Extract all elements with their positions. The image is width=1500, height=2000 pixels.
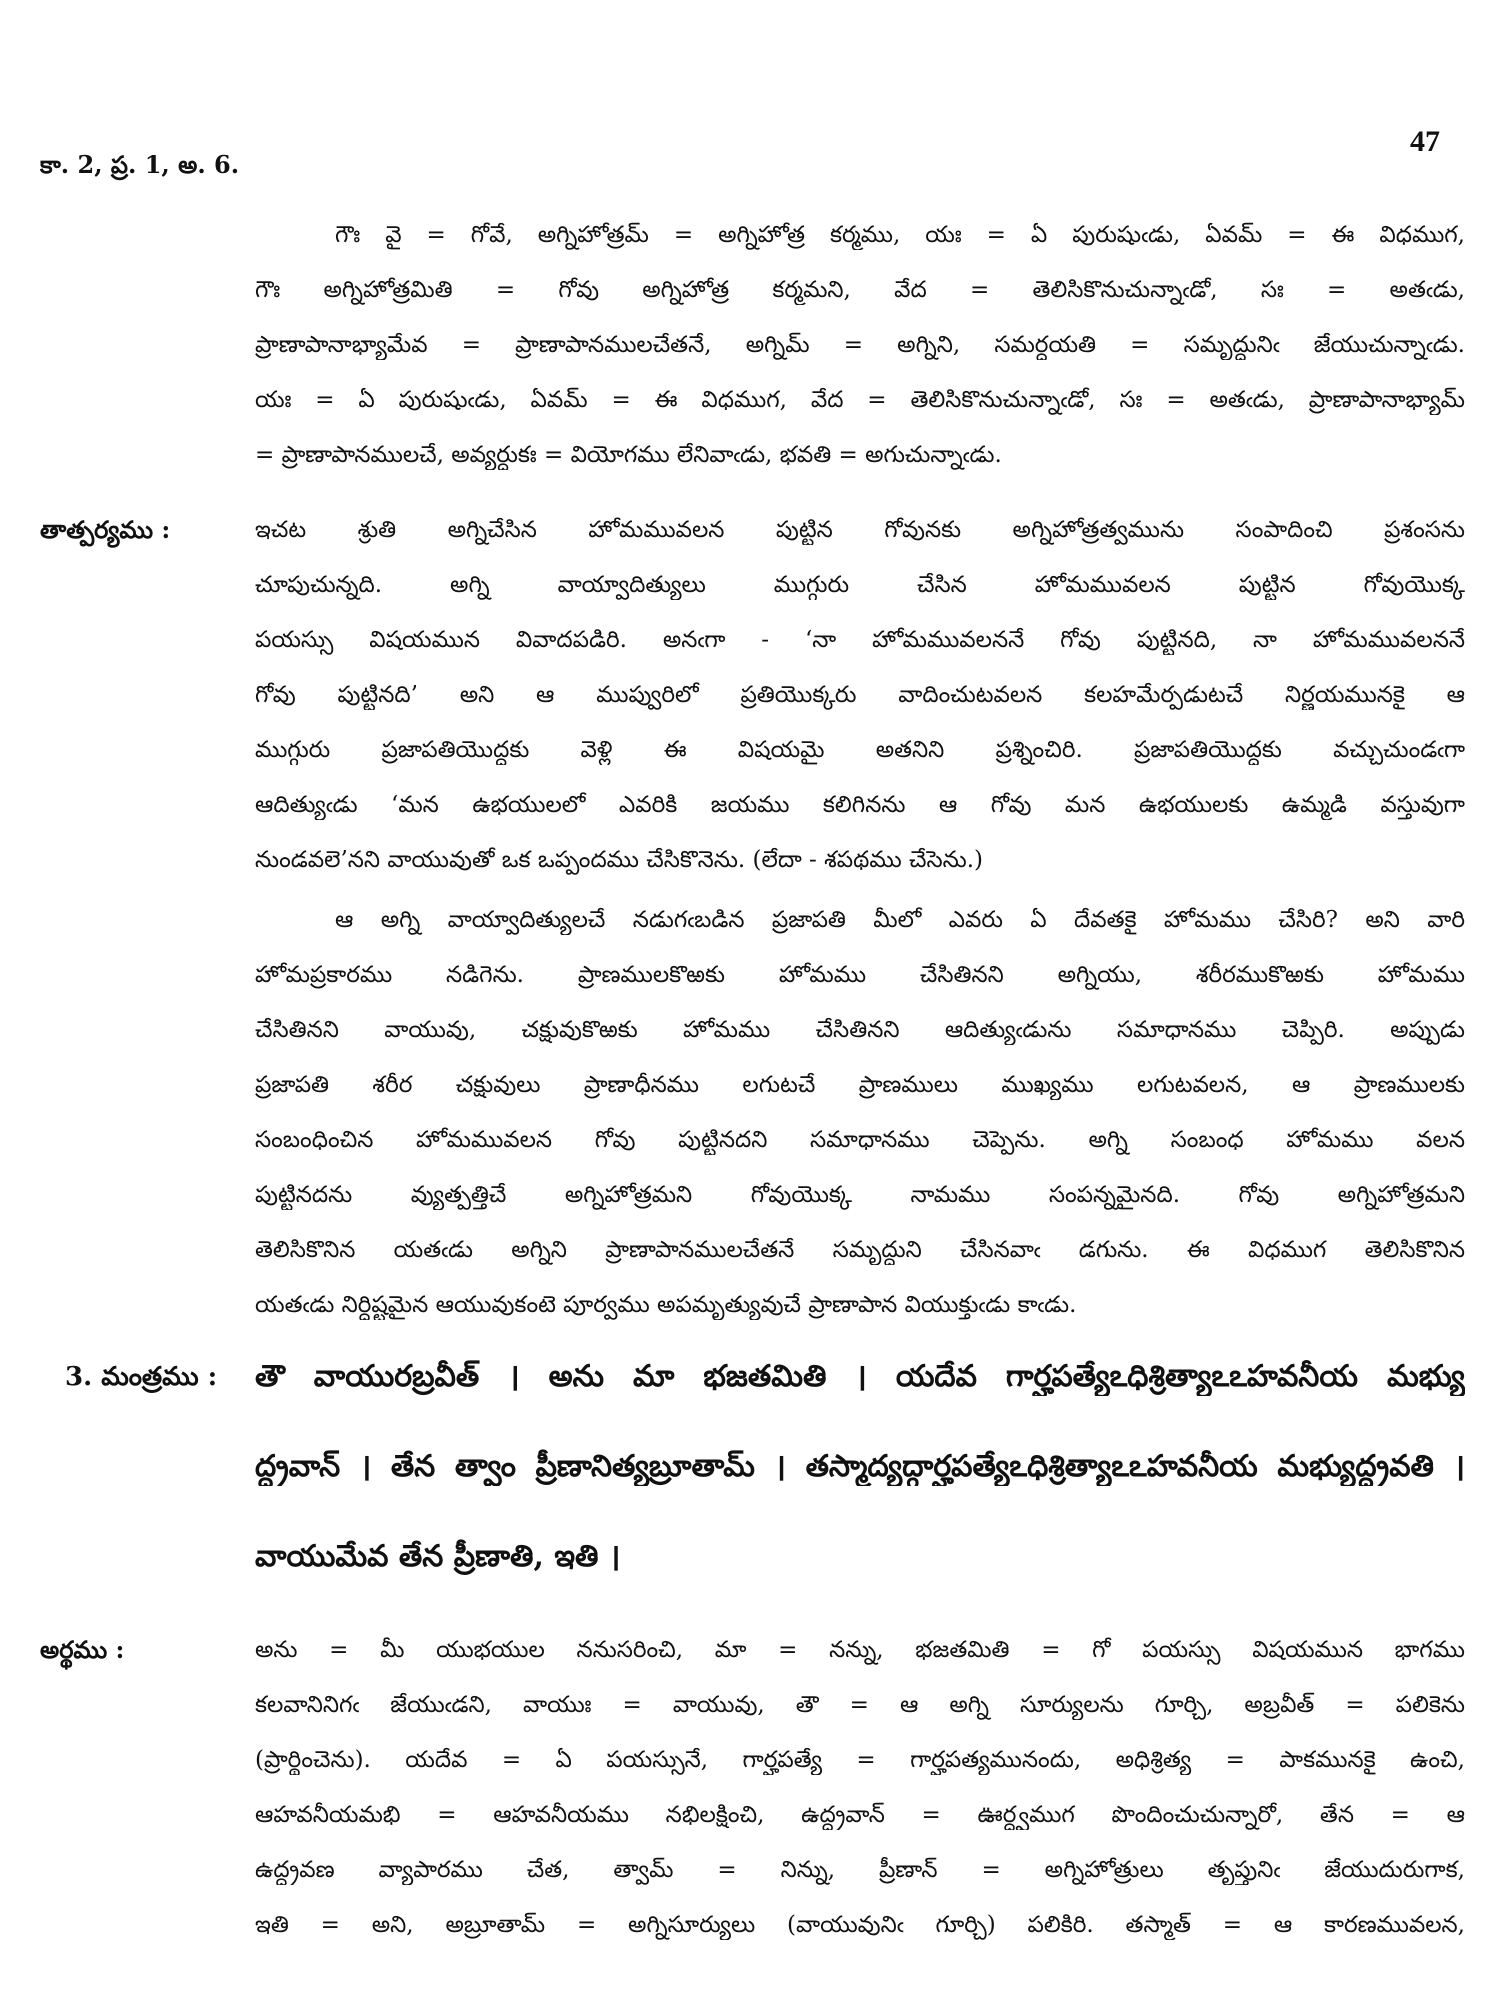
tatparyamu-label: తాత్పర్యము : [40,515,171,544]
tatparya-line: ప్రజాపతి శరీర చక్షువులు ప్రాణాధీనము లగుటచే ప్రాణములు ముఖ్యము లగుటవలన, ఆ ప్రాణములకు [255,1072,1465,1098]
padartha-line: గౌః అగ్నిహోత్రమితి = గోవు అగ్నిహోత్ర కర్మమని, వేద = తెలిసికొనుచున్నాఁడో, సః = అతఁడు, [255,277,1465,303]
mantra-line: ద్ద్రవాన్ । తేన త్వాం ప్రీణానిత్యబ్రూతామ్ । తస్మాద్యద్గార్హపత్యేఽధిశ్రిత్యాఽఽహవనీయ మభ్యుద్ద్రవతి । [255,1449,1465,1484]
padartha-line: గౌః వై = గోవే, అగ్నిహోత్రమ్ = అగ్నిహోత్ర కర్మము, యః = ఏ పురుషుఁడు, ఏవమ్ = ఈ విధముగ, [335,222,1465,248]
artha-line: కలవానినిగఁ జేయుఁడని, వాయుః = వాయువు, తౌ = ఆ అగ్ని సూర్యులను గూర్చి, అబ్రవీత్ = పలికెను [255,1692,1465,1718]
artha-line: (ప్రార్థించెను). యదేవ = ఏ పయస్సునే, గార్హపత్యే = గార్హపత్యమునందు, అధిశ్రిత్య = పాకమునకై ఉంచి, [255,1747,1465,1773]
tatparya-line: చూపుచున్నది. అగ్ని వాయ్వాదిత్యులు ముగ్గురు చేసిన హోమమువలన పుట్టిన గోవుయొక్క [255,572,1465,598]
tatparya-line: హోమప్రకారము నడిగెను. ప్రాణములకొఱకు హోమము చేసితినని అగ్నియు, శరీరముకొఱకు హోమము [255,962,1465,988]
mantra-line: తౌ వాయురబ్రవీత్ । అను మా భజతమితి । యదేవ గార్హపత్యేఽధిశ్రిత్యాఽఽహవనీయ మభ్యు [255,1359,1465,1394]
tatparya-line: గోవు పుట్టినది’ అని ఆ ముప్వురిలో ప్రతియొక్కరు వాదించుటవలన కలహమేర్పడుటచే నిర్ణయమునకై ఆ [255,682,1465,708]
padartha-line: యః = ఏ పురుషుఁడు, ఏవమ్ = ఈ విధముగ, వేద = తెలిసికొనుచున్నాఁడో, సః = అతఁడు, ప్రాణాపానాభ్యామ్ [255,387,1465,413]
tatparya-line: ఇచట శ్రుతి అగ్నిచేసిన హోమమువలన పుట్టిన గోవునకు అగ్నిహోత్రత్వమును సంపాదించి ప్రశంసను [255,517,1465,543]
mantra-line: వాయుమేవ తేన ప్రీణాతి, ఇతి । [255,1539,621,1574]
artha-line: ఉద్ద్రవణ వ్యాపారము చేత, త్వామ్ = నిన్ను, ప్రీణాన్ = అగ్నిహోత్రులు తృప్తునిఁ జేయుదురుగాక, [255,1857,1465,1883]
running-head: కా. 2, ప్ర. 1, అ. 6. [40,150,240,179]
tatparya-line: పుట్టినదను వ్యుత్పత్తిచే అగ్నిహోత్రమని గోవుయొక్క నామము సంపన్నమైనది. గోవు అగ్నిహోత్రమని [255,1182,1465,1208]
tatparya-line: ముగ్గురు ప్రజాపతియొద్దకు వెళ్లి ఈ విషయమై అతనిని ప్రశ్నించిరి. ప్రజాపతియొద్దకు వచ్చుచుండఁగా [255,737,1465,763]
padartha-line: ప్రాణాపానాభ్యామేవ = ప్రాణాపానములచేతనే, అగ్నిమ్ = అగ్నిని, సమర్ధయతి = సమృద్ధునిఁ జేయుచున్నాఁడు. [255,332,1465,358]
tatparya-line: చేసితినని వాయువు, చక్షువుకొఱకు హోమము చేసితినని ఆదిత్యుఁడును సమాధానము చెప్పిరి. అప్పుడు [255,1017,1465,1043]
tatparya-line: ఆదిత్యుఁడు ‘మన ఉభయులలో ఎవరికి జయము కలిగినను ఆ గోవు మన ఉభయులకు ఉమ్మడి వస్తువుగా [255,792,1465,818]
artha-line: ఇతి = అని, అబ్రూతామ్ = అగ్నిసూర్యులు (వాయువునిఁ గూర్చి) పలికిరి. తస్మాత్ = ఆ కారణమువలన, [255,1912,1465,1938]
tatparya-line: యతఁడు నిర్దిష్టమైన ఆయువుకంటె పూర్వము అపమృత్యువుచే ప్రాణాపాన వియుక్తుఁడు కాఁడు. [255,1292,1077,1318]
padartha-line: = ప్రాణాపానములచే, అవ్యర్ధుకః = వియోగము లేనివాఁడు, భవతి = అగుచున్నాఁడు. [255,442,1002,468]
mantramu-label: 3. మంత్రము : [65,1362,218,1392]
artha-line: ఆహవనీయమభి = ఆహవనీయము నభిలక్షించి, ఉద్ద్రవాన్ = ఊర్ధ్వముగ పొందించుచున్నారో, తేన = ఆ [255,1802,1465,1828]
tatparya-line: పయస్సు విషయమున వివాదపడిరి. అనఁగా - ‘నా హోమమువలననే గోవు పుట్టినది, నా హోమమువలననే [255,627,1465,653]
tatparya-line: నుండవలె’నని వాయువుతో ఒక ఒప్పందము చేసికొనెను. (లేదా - శపథము చేసెను.) [255,847,983,873]
tatparya-line: సంబంధించిన హోమమువలన గోవు పుట్టినదని సమాధానము చెప్పెను. అగ్ని సంబంధ హోమము వలన [255,1127,1465,1153]
arthamu-label: అర్థము : [40,1635,125,1664]
artha-line: అను = మీ యుభయుల ననుసరించి, మా = నన్ను, భజతమితి = గో పయస్సు విషయమున భాగము [255,1637,1465,1663]
page-number: 47 [1410,125,1440,158]
tatparya-line: తెలిసికొనిన యతఁడు అగ్నిని ప్రాణాపానములచేతనే సమృద్ధుని చేసినవాఁ డగును. ఈ విధముగ తెలిసికొనిన [255,1237,1465,1263]
tatparya-line: ఆ అగ్ని వాయ్వాదిత్యులచే నడుగఁబడిన ప్రజాపతి మీలో ఎవరు ఏ దేవతకై హోమము చేసిరి? అని వారి [335,907,1465,933]
